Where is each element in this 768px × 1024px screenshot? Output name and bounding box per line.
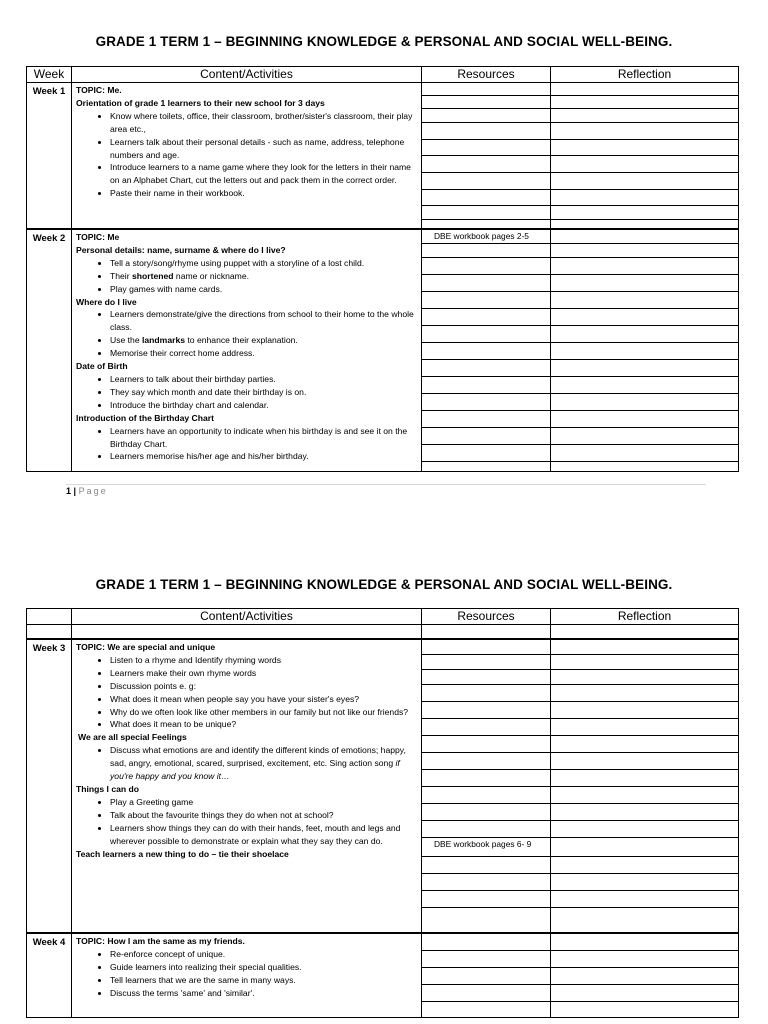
list-item: • Know where toilets, office, their classroom, brother/sister's classroom, their play area etc., <box>110 110 418 136</box>
activity-list <box>76 257 418 296</box>
list-item: • Listen to a rhyme and Identify rhyming words <box>110 654 418 667</box>
section-heading: Personal details: name, surname & where do I live? <box>76 244 286 255</box>
list-item: • Discussion points e. g: <box>110 680 418 693</box>
week-content <box>72 933 422 1017</box>
resources-cell <box>422 83 551 230</box>
resources-cell <box>422 639 551 933</box>
resource-text: DBE workbook pages 6- 9 <box>422 838 550 857</box>
activity-list <box>76 110 418 200</box>
activity-list <box>76 425 418 464</box>
activity-list <box>76 948 418 1000</box>
topic-heading: TOPIC: We are special and unique <box>76 642 216 652</box>
list-item: • Talk about the favourite things they do when not at school? <box>110 809 418 822</box>
list-item: • Introduce learners to a name game where they look for the letters in their name on an Alphabet Chart, cut the letters out and pack them in the correct order. <box>110 161 418 187</box>
section-heading: Date of Birth <box>76 361 128 372</box>
activity-list <box>76 308 418 360</box>
topic-heading: TOPIC: Me. <box>76 85 122 95</box>
resources-cell <box>422 933 551 1017</box>
page-label: Page <box>78 486 108 496</box>
activity-list <box>76 744 418 783</box>
list-item: • Learners make their own rhyme words <box>110 667 418 680</box>
list-item: • Guide learners into realizing their special qualities. <box>110 961 418 974</box>
list-item: • Play a Greeting game <box>110 796 418 809</box>
table-row <box>27 933 739 1017</box>
resource-text: DBE workbook pages 2-5 <box>422 230 550 244</box>
list-item: • Play games with name cards. <box>110 283 418 296</box>
lesson-plan-table <box>26 66 739 472</box>
list-item: • Memorise their correct home address. <box>110 347 418 360</box>
list-item: • Learners talk about their personal details - such as name, address, telephone numbers and age. <box>110 136 418 162</box>
footer-divider <box>66 484 706 485</box>
reflection-cell <box>551 229 739 471</box>
activity-list <box>76 373 418 412</box>
list-item: • Learners have an opportunity to indicate when his birthday is and see it on the Birthday Chart. <box>110 425 418 451</box>
topic-heading: TOPIC: How I am the same as my friends. <box>76 936 245 946</box>
reflection-cell <box>551 933 739 1017</box>
list-item: • What does it mean to be unique? <box>110 718 418 731</box>
page-number: 1 <box>66 486 72 496</box>
page-title: GRADE 1 TERM 1 – BEGINNING KNOWLEDGE & PERSONAL AND SOCIAL WELL-BEING. <box>95 577 673 592</box>
week-label: Week 3 <box>27 639 72 933</box>
section-heading: We are all special Feelings <box>78 732 187 743</box>
topic-heading: TOPIC: Me <box>76 232 120 242</box>
header-week <box>27 609 72 625</box>
section-heading: Teach learners a new thing to do – tie their shoelace <box>76 848 289 859</box>
header-content: Content/Activities <box>72 67 422 83</box>
list-item: • Paste their name in their workbook. <box>110 187 418 200</box>
header-reflection: Reflection <box>551 609 739 625</box>
week-label: Week 2 <box>27 229 72 471</box>
list-item: • Learners to talk about their birthday parties. <box>110 373 418 386</box>
activity-list <box>76 796 418 848</box>
list-item: • Learners demonstrate/give the directions from school to their home to the whole class. <box>110 308 418 334</box>
lesson-plan-table <box>26 608 739 1018</box>
list-item: • Re-enforce concept of unique. <box>110 948 418 961</box>
section-heading: Orientation of grade 1 learners to their new school for 3 days <box>76 97 325 108</box>
activity-list <box>76 654 418 731</box>
header-resources: Resources <box>422 67 551 83</box>
list-item: • Learners show things they can do with their hands, feet, mouth and legs and wherever possible to demonstrate or explain what they say they can do. <box>110 822 418 848</box>
list-item: • Tell a story/song/rhyme using puppet with a storyline of a lost child. <box>110 257 418 270</box>
header-week: Week <box>27 67 72 83</box>
footer-separator: | <box>73 486 77 496</box>
section-heading: Things I can do <box>76 783 140 794</box>
list-item: • Learners memorise his/her age and his/her birthday. <box>110 450 418 463</box>
week-label: Week 4 <box>27 933 72 1017</box>
section-heading: Introduction of the Birthday Chart <box>76 412 214 423</box>
list-item: • What does it mean when people say you have your sister's eyes? <box>110 693 418 706</box>
list-item: • Their shortened name or nickname. <box>110 270 418 283</box>
week-label: Week 1 <box>27 83 72 230</box>
header-content: Content/Activities <box>72 609 422 625</box>
table-row <box>27 83 739 230</box>
table-row <box>27 229 739 471</box>
list-item: • Discuss the terms 'same' and 'similar'. <box>110 987 418 1000</box>
list-item: • They say which month and date their birthday is on. <box>110 386 418 399</box>
reflection-cell <box>551 639 739 933</box>
header-reflection: Reflection <box>551 67 739 83</box>
resources-cell <box>422 229 551 471</box>
list-item: • Introduce the birthday chart and calendar. <box>110 399 418 412</box>
page-footer <box>66 486 108 496</box>
reflection-cell <box>551 83 739 230</box>
section-heading: Where do I live <box>76 296 137 307</box>
week-content <box>72 83 422 230</box>
week-content <box>72 639 422 933</box>
header-resources: Resources <box>422 609 551 625</box>
list-item: • Discuss what emotions are and identify the different kinds of emotions; happy, sad, angry, emotional, scared, surprised, excitement, etc. Sing action song if you're happy and you know it… <box>110 744 418 783</box>
list-item: • Use the landmarks to enhance their explanation. <box>110 334 418 347</box>
page-title: GRADE 1 TERM 1 – BEGINNING KNOWLEDGE & PERSONAL AND SOCIAL WELL-BEING. <box>95 34 673 49</box>
list-item: • Why do we often look like other members in our family but not like our friends? <box>110 706 418 719</box>
table-row <box>27 639 739 933</box>
week-content <box>72 229 422 471</box>
list-item: • Tell learners that we are the same in many ways. <box>110 974 418 987</box>
